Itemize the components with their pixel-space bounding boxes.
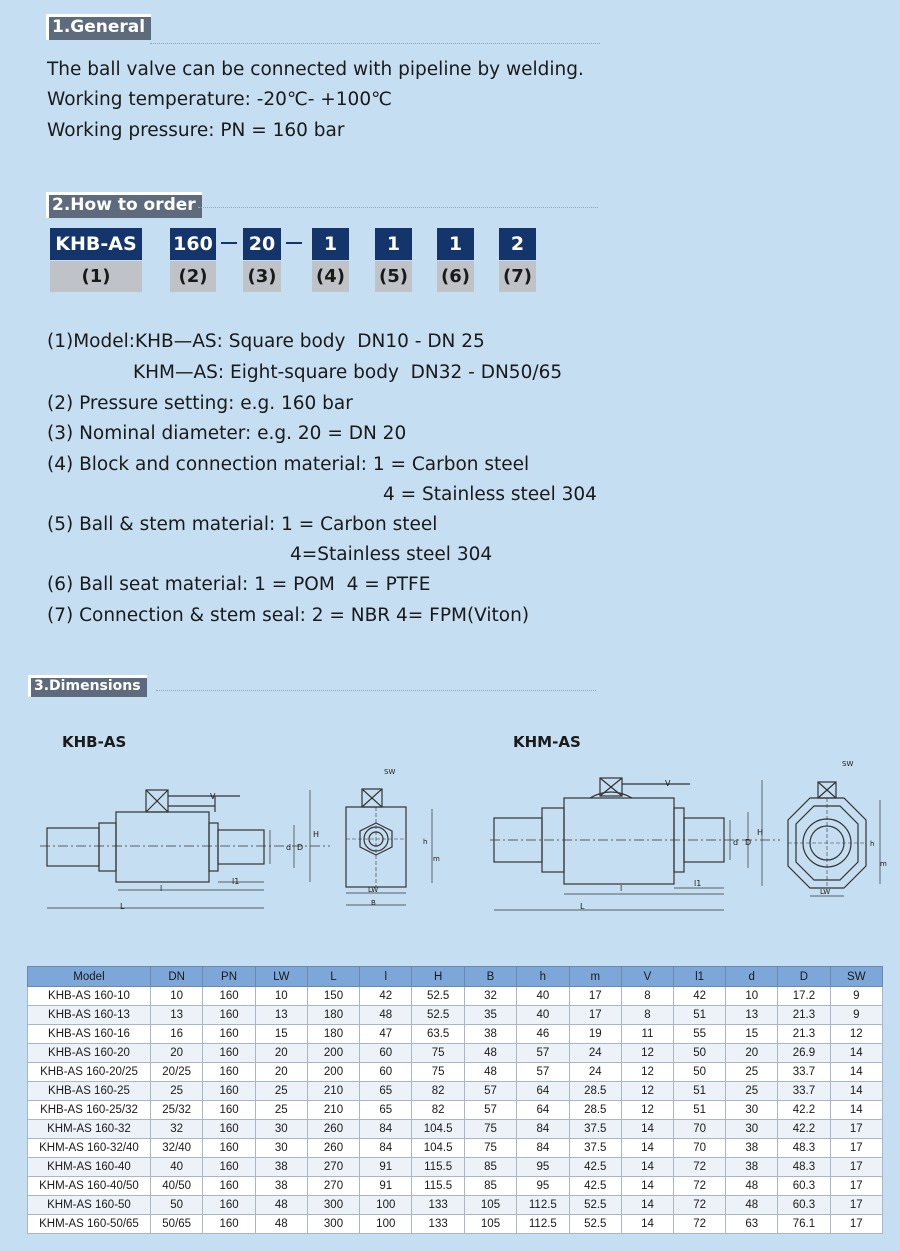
- table-cell: 64: [517, 1082, 569, 1101]
- table-cell: KHB-AS 160-25: [28, 1082, 151, 1101]
- table-cell: 57: [464, 1082, 516, 1101]
- table-cell: 105: [464, 1215, 516, 1234]
- table-cell: 12: [621, 1044, 673, 1063]
- table-cell: 26.9: [778, 1044, 830, 1063]
- table-cell: 115.5: [412, 1158, 464, 1177]
- table-cell: 57: [517, 1044, 569, 1063]
- table-cell: 133: [412, 1215, 464, 1234]
- table-cell: 25: [726, 1063, 778, 1082]
- table-cell: 17: [830, 1196, 882, 1215]
- table-cell: 160: [203, 1044, 255, 1063]
- table-cell: 160: [203, 1196, 255, 1215]
- table-cell: 9: [830, 1006, 882, 1025]
- order-index-6: (6): [437, 261, 474, 292]
- label-b-khb: B: [371, 899, 376, 907]
- label-d-khb: d: [286, 843, 292, 852]
- table-row: [28, 1063, 883, 1082]
- label-lw-khm: LW: [820, 888, 831, 896]
- table-cell: 30: [255, 1120, 307, 1139]
- table-cell: 260: [307, 1120, 359, 1139]
- table-cell: KHB-AS 160-25/32: [28, 1101, 151, 1120]
- table-cell: 8: [621, 987, 673, 1006]
- table-cell: 52.5: [569, 1196, 621, 1215]
- khb-front-drawing: [336, 773, 446, 913]
- divider: [156, 690, 596, 691]
- table-cell: 160: [203, 1120, 255, 1139]
- table-cell: 270: [307, 1158, 359, 1177]
- table-cell: 180: [307, 1025, 359, 1044]
- table-cell: 160: [203, 1082, 255, 1101]
- table-cell: 48.3: [778, 1139, 830, 1158]
- table-cell: 17: [830, 1158, 882, 1177]
- table-cell: 160: [203, 1063, 255, 1082]
- table-cell: 37.5: [569, 1120, 621, 1139]
- order-option-1: (1)Model:KHB—AS: Square body DN10 - DN 25: [47, 331, 485, 352]
- table-cell: 57: [517, 1063, 569, 1082]
- order-option-5b: 4=Stainless steel 304: [290, 544, 493, 565]
- order-index-3: (3): [243, 261, 281, 292]
- label-v-khb: V: [210, 792, 216, 801]
- table-row: [28, 987, 883, 1006]
- divider: [198, 207, 598, 208]
- table-row: [28, 1006, 883, 1025]
- table-cell: 12: [621, 1063, 673, 1082]
- section-order-title: 2.How to order: [46, 192, 202, 218]
- column-header: B: [464, 967, 516, 987]
- table-cell: 24: [569, 1063, 621, 1082]
- order-option-2: (2) Pressure setting: e.g. 160 bar: [47, 393, 353, 414]
- order-code-5: 1: [375, 228, 412, 260]
- order-option-3: (3) Nominal diameter: e.g. 20 = DN 20: [47, 423, 407, 444]
- general-line-3: Working pressure: PN = 160 bar: [47, 120, 345, 141]
- table-cell: 32/40: [150, 1139, 202, 1158]
- order-option-5: (5) Ball & stem material: 1 = Carbon steel: [47, 514, 438, 535]
- table-row: [28, 1196, 883, 1215]
- table-cell: 51: [674, 1101, 726, 1120]
- table-cell: 300: [307, 1215, 359, 1234]
- table-cell: 33.7: [778, 1063, 830, 1082]
- table-cell: 72: [674, 1158, 726, 1177]
- table-cell: 160: [203, 1025, 255, 1044]
- column-header: DN: [150, 967, 202, 987]
- table-cell: 48: [464, 1063, 516, 1082]
- table-cell: 48: [255, 1196, 307, 1215]
- label-L-khm: L: [580, 902, 585, 911]
- table-cell: 160: [203, 1177, 255, 1196]
- table-cell: 9: [830, 987, 882, 1006]
- drawing-title-khb: KHB-AS: [62, 733, 127, 751]
- section-dimensions-title: 3.Dimensions: [28, 675, 147, 697]
- table-cell: 115.5: [412, 1177, 464, 1196]
- table-cell: 84: [517, 1120, 569, 1139]
- order-code-1: KHB-AS: [50, 228, 142, 260]
- table-cell: 84: [360, 1139, 412, 1158]
- divider: [150, 43, 600, 44]
- table-cell: 20: [255, 1063, 307, 1082]
- table-cell: 10: [726, 987, 778, 1006]
- table-cell: 70: [674, 1120, 726, 1139]
- table-cell: 75: [464, 1139, 516, 1158]
- label-l1-khm: l1: [694, 879, 702, 888]
- table-cell: 42: [674, 987, 726, 1006]
- column-header: L: [307, 967, 359, 987]
- table-cell: 25: [150, 1082, 202, 1101]
- table-cell: 60.3: [778, 1177, 830, 1196]
- table-cell: 57: [464, 1101, 516, 1120]
- table-cell: 42: [360, 987, 412, 1006]
- label-v-khm: V: [665, 779, 671, 788]
- label-m-khm: m: [880, 860, 887, 868]
- table-cell: 160: [203, 1006, 255, 1025]
- table-cell: 72: [674, 1196, 726, 1215]
- table-cell: 112.5: [517, 1196, 569, 1215]
- column-header: V: [621, 967, 673, 987]
- table-row: [28, 1215, 883, 1234]
- column-header: H: [412, 967, 464, 987]
- table-cell: 32: [464, 987, 516, 1006]
- order-option-6: (6) Ball seat material: 1 = POM 4 = PTFE: [47, 574, 431, 595]
- label-h-khb: h: [423, 838, 428, 846]
- table-cell: 160: [203, 987, 255, 1006]
- table-cell: 76.1: [778, 1215, 830, 1234]
- table-cell: 63.5: [412, 1025, 464, 1044]
- table-cell: 20/25: [150, 1063, 202, 1082]
- table-cell: 50: [674, 1044, 726, 1063]
- table-cell: 15: [726, 1025, 778, 1044]
- table-cell: 50: [674, 1063, 726, 1082]
- order-index-7: (7): [499, 261, 536, 292]
- label-sw-khm: SW: [842, 760, 854, 768]
- table-cell: 270: [307, 1177, 359, 1196]
- order-index-5: (5): [375, 261, 412, 292]
- table-cell: 38: [255, 1177, 307, 1196]
- table-row: [28, 1101, 883, 1120]
- table-cell: 13: [726, 1006, 778, 1025]
- order-dash: [221, 242, 237, 244]
- table-cell: 17: [830, 1177, 882, 1196]
- table-cell: 210: [307, 1101, 359, 1120]
- table-cell: KHM-AS 160-40/50: [28, 1177, 151, 1196]
- label-lw-khb: LW: [368, 886, 379, 894]
- order-option-4b: 4 = Stainless steel 304: [383, 484, 597, 505]
- table-cell: 14: [621, 1158, 673, 1177]
- table-cell: 12: [621, 1101, 673, 1120]
- table-cell: 51: [674, 1006, 726, 1025]
- table-cell: 75: [412, 1063, 464, 1082]
- order-code-7: 2: [499, 228, 536, 260]
- table-cell: 17: [830, 1120, 882, 1139]
- table-cell: 38: [255, 1158, 307, 1177]
- table-cell: 40: [150, 1158, 202, 1177]
- order-code-3: 20: [243, 228, 281, 260]
- column-header: D: [778, 967, 830, 987]
- table-cell: 32: [150, 1120, 202, 1139]
- section-general-title: 1.General: [46, 14, 151, 40]
- table-cell: 35: [464, 1006, 516, 1025]
- table-cell: 30: [726, 1120, 778, 1139]
- order-option-4: (4) Block and connection material: 1 = Carbon steel: [47, 454, 530, 475]
- table-cell: 133: [412, 1196, 464, 1215]
- label-D-khb: D: [297, 843, 304, 852]
- table-row: [28, 1025, 883, 1044]
- table-cell: 48: [255, 1215, 307, 1234]
- table-cell: 42.2: [778, 1101, 830, 1120]
- order-dash: [286, 242, 302, 244]
- column-header: Model: [28, 967, 151, 987]
- table-row: [28, 1120, 883, 1139]
- table-cell: 37.5: [569, 1139, 621, 1158]
- table-cell: 160: [203, 1101, 255, 1120]
- table-cell: 17: [569, 1006, 621, 1025]
- table-cell: 48: [726, 1196, 778, 1215]
- table-cell: 14: [621, 1196, 673, 1215]
- table-cell: 52.5: [569, 1215, 621, 1234]
- column-header: SW: [830, 967, 882, 987]
- table-cell: 38: [726, 1139, 778, 1158]
- table-cell: 260: [307, 1139, 359, 1158]
- table-cell: 33.7: [778, 1082, 830, 1101]
- table-cell: 200: [307, 1044, 359, 1063]
- table-cell: 46: [517, 1025, 569, 1044]
- label-H-khb: H: [313, 830, 320, 839]
- table-cell: KHB-AS 160-20: [28, 1044, 151, 1063]
- table-cell: 105: [464, 1196, 516, 1215]
- table-cell: 25: [726, 1082, 778, 1101]
- table-row: [28, 1044, 883, 1063]
- table-cell: 14: [621, 1120, 673, 1139]
- table-cell: 17: [830, 1215, 882, 1234]
- table-cell: 42.2: [778, 1120, 830, 1139]
- table-cell: 25: [255, 1101, 307, 1120]
- table-cell: KHM-AS 160-32: [28, 1120, 151, 1139]
- table-cell: 300: [307, 1196, 359, 1215]
- table-cell: 160: [203, 1215, 255, 1234]
- table-cell: 20: [255, 1044, 307, 1063]
- table-cell: 28.5: [569, 1082, 621, 1101]
- table-cell: 21.3: [778, 1025, 830, 1044]
- general-line-2: Working temperature: -20℃- +100℃: [47, 89, 392, 110]
- table-cell: 24: [569, 1044, 621, 1063]
- label-l-khm: l: [620, 884, 623, 893]
- table-cell: 14: [830, 1101, 882, 1120]
- table-row: [28, 1082, 883, 1101]
- table-cell: 84: [360, 1120, 412, 1139]
- column-header: l: [360, 967, 412, 987]
- label-h-khm: h: [870, 840, 875, 848]
- table-cell: 55: [674, 1025, 726, 1044]
- table-cell: 82: [412, 1101, 464, 1120]
- table-row: [28, 1177, 883, 1196]
- table-cell: 82: [412, 1082, 464, 1101]
- table-cell: 51: [674, 1082, 726, 1101]
- table-cell: 64: [517, 1101, 569, 1120]
- table-cell: KHB-AS 160-20/25: [28, 1063, 151, 1082]
- table-cell: 21.3: [778, 1006, 830, 1025]
- order-code-4: 1: [312, 228, 349, 260]
- table-cell: 100: [360, 1215, 412, 1234]
- table-cell: 75: [464, 1120, 516, 1139]
- table-cell: 12: [621, 1082, 673, 1101]
- table-cell: 75: [412, 1044, 464, 1063]
- table-cell: 100: [360, 1196, 412, 1215]
- table-cell: KHM-AS 160-50: [28, 1196, 151, 1215]
- table-cell: 15: [255, 1025, 307, 1044]
- column-header: m: [569, 967, 621, 987]
- table-cell: 85: [464, 1158, 516, 1177]
- table-header-row: [28, 967, 883, 987]
- label-l-khb: l: [160, 884, 163, 893]
- table-cell: 52.5: [412, 1006, 464, 1025]
- table-cell: 42.5: [569, 1177, 621, 1196]
- table-cell: 42.5: [569, 1158, 621, 1177]
- order-option-7: (7) Connection & stem seal: 2 = NBR 4= FPM(Viton): [47, 605, 530, 626]
- table-cell: 63: [726, 1215, 778, 1234]
- label-D-khm: D: [745, 838, 752, 847]
- table-cell: 14: [830, 1082, 882, 1101]
- table-cell: KHM-AS 160-50/65: [28, 1215, 151, 1234]
- table-cell: 10: [150, 987, 202, 1006]
- table-cell: 104.5: [412, 1120, 464, 1139]
- table-cell: 38: [464, 1025, 516, 1044]
- table-cell: 60: [360, 1063, 412, 1082]
- table-cell: 20: [726, 1044, 778, 1063]
- general-line-1: The ball valve can be connected with pipeline by welding.: [47, 59, 584, 80]
- table-cell: 48.3: [778, 1158, 830, 1177]
- table-cell: 40: [517, 987, 569, 1006]
- table-cell: 13: [255, 1006, 307, 1025]
- table-cell: 72: [674, 1177, 726, 1196]
- table-cell: KHM-AS 160-32/40: [28, 1139, 151, 1158]
- table-cell: 50/65: [150, 1215, 202, 1234]
- table-cell: 17: [569, 987, 621, 1006]
- column-header: PN: [203, 967, 255, 987]
- table-cell: 14: [621, 1177, 673, 1196]
- table-cell: 40/50: [150, 1177, 202, 1196]
- table-cell: KHB-AS 160-13: [28, 1006, 151, 1025]
- table-cell: 65: [360, 1082, 412, 1101]
- table-cell: 160: [203, 1158, 255, 1177]
- table-cell: 150: [307, 987, 359, 1006]
- table-cell: 11: [621, 1025, 673, 1044]
- column-header: h: [517, 967, 569, 987]
- table-cell: 91: [360, 1177, 412, 1196]
- table-cell: 52.5: [412, 987, 464, 1006]
- table-cell: 47: [360, 1025, 412, 1044]
- table-cell: 30: [255, 1139, 307, 1158]
- label-H-khm: H: [757, 828, 764, 837]
- table-cell: 28.5: [569, 1101, 621, 1120]
- label-l1-khb: l1: [232, 877, 240, 886]
- table-cell: 95: [517, 1158, 569, 1177]
- table-cell: 60.3: [778, 1196, 830, 1215]
- table-cell: 200: [307, 1063, 359, 1082]
- table-cell: 14: [830, 1044, 882, 1063]
- order-index-1: (1): [50, 261, 142, 292]
- table-cell: 84: [517, 1139, 569, 1158]
- table-cell: 85: [464, 1177, 516, 1196]
- table-cell: 14: [621, 1215, 673, 1234]
- table-cell: 72: [674, 1215, 726, 1234]
- table-cell: 20: [150, 1044, 202, 1063]
- table-cell: 10: [255, 987, 307, 1006]
- table-cell: 95: [517, 1177, 569, 1196]
- table-row: [28, 1158, 883, 1177]
- table-cell: 12: [830, 1025, 882, 1044]
- table-cell: KHB-AS 160-10: [28, 987, 151, 1006]
- label-sw-khb: SW: [384, 768, 396, 776]
- drawing-title-khm: KHM-AS: [513, 733, 581, 751]
- khm-front-drawing: [780, 762, 890, 902]
- table-cell: 13: [150, 1006, 202, 1025]
- table-cell: 14: [621, 1139, 673, 1158]
- column-header: LW: [255, 967, 307, 987]
- table-cell: 16: [150, 1025, 202, 1044]
- table-cell: 48: [360, 1006, 412, 1025]
- table-cell: KHB-AS 160-16: [28, 1025, 151, 1044]
- label-d-khm: d: [733, 838, 739, 847]
- table-cell: 210: [307, 1082, 359, 1101]
- table-cell: 60: [360, 1044, 412, 1063]
- table-cell: 112.5: [517, 1215, 569, 1234]
- table-cell: 104.5: [412, 1139, 464, 1158]
- table-cell: 50: [150, 1196, 202, 1215]
- table-cell: 180: [307, 1006, 359, 1025]
- table-cell: 160: [203, 1139, 255, 1158]
- table-cell: 17: [830, 1139, 882, 1158]
- table-body: [28, 987, 883, 1234]
- table-cell: 14: [830, 1063, 882, 1082]
- table-cell: KHM-AS 160-40: [28, 1158, 151, 1177]
- table-cell: 48: [726, 1177, 778, 1196]
- table-cell: 91: [360, 1158, 412, 1177]
- label-L-khb: L: [120, 902, 125, 911]
- table-cell: 25: [255, 1082, 307, 1101]
- dimensions-table: [27, 966, 883, 1234]
- table-cell: 48: [464, 1044, 516, 1063]
- column-header: d: [726, 967, 778, 987]
- order-index-2: (2): [170, 261, 216, 292]
- order-option-1b: KHM—AS: Eight-square body DN32 - DN50/65: [133, 362, 563, 383]
- table-cell: 17.2: [778, 987, 830, 1006]
- table-cell: 19: [569, 1025, 621, 1044]
- table-cell: 40: [517, 1006, 569, 1025]
- column-header: l1: [674, 967, 726, 987]
- table-row: [28, 1139, 883, 1158]
- order-index-4: (4): [312, 261, 349, 292]
- table-cell: 8: [621, 1006, 673, 1025]
- table-cell: 65: [360, 1101, 412, 1120]
- table-cell: 30: [726, 1101, 778, 1120]
- order-code-6: 1: [437, 228, 474, 260]
- table-cell: 25/32: [150, 1101, 202, 1120]
- table-cell: 38: [726, 1158, 778, 1177]
- table-cell: 70: [674, 1139, 726, 1158]
- label-m-khb: m: [433, 855, 440, 863]
- order-code-2: 160: [170, 228, 216, 260]
